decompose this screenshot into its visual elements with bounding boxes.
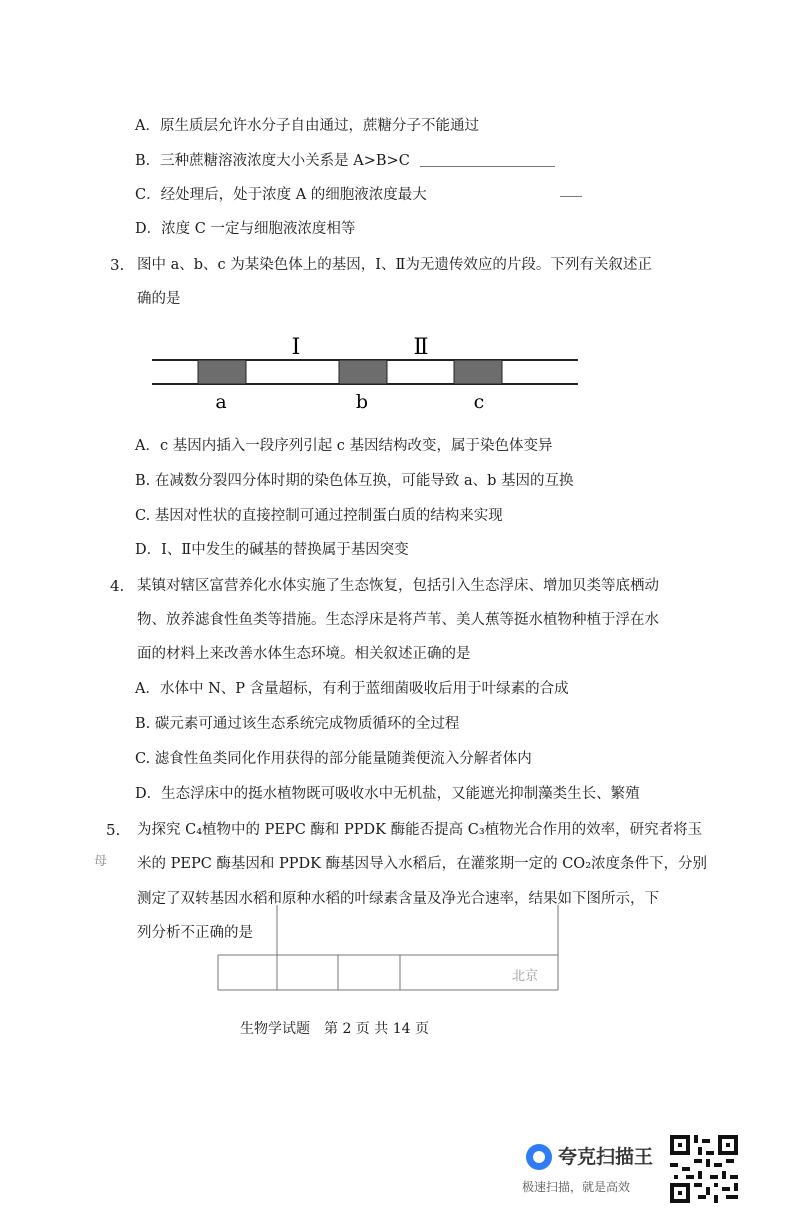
q4-stem-line-3: 面的材料上来改善水体生态环境。相关叙述正确的是 <box>137 646 471 662</box>
gene-label-c: c <box>473 391 485 413</box>
q4-number: 4. <box>110 577 125 595</box>
q5-stem-line-2: 米的 PEPC 酶基因和 PPDK 酶基因导入水稻后，在灌浆期一定的 CO₂浓度条件下，分别 <box>137 856 708 872</box>
q3-number: 3. <box>110 256 125 274</box>
q5-stem-line-4: 列分析不正确的是 <box>137 925 253 941</box>
segment-label-1: Ⅰ <box>291 335 301 360</box>
q4-stem-line-2: 物、放养滤食性鱼类等措施。生态浮床是将芦苇、美人蕉等挺水植物种植于浮在水 <box>137 612 659 628</box>
q2-option-d: D．浓度 C 一定与细胞液浓度相等 <box>135 221 356 237</box>
q4-option-b: B. 碳元素可通过该生态系统完成物质循环的全过程 <box>135 716 460 732</box>
q3-option-c: C. 基因对性状的直接控制可通过控制蛋白质的结构来实现 <box>135 508 503 524</box>
gene-label-a: a <box>215 391 227 413</box>
scanner-watermark <box>520 1138 660 1198</box>
q5-stem-line-3: 测定了双转基因水稻和原种水稻的叶绿素含量及净光合速率，结果如下图所示，下 <box>137 891 659 907</box>
page-footer: 生物学试题 第 2 页 共 14 页 <box>240 1021 429 1037</box>
q5-number: 5. <box>106 821 121 839</box>
q2-option-c: C．经处理后，处于浓度 A 的细胞液浓度最大 <box>135 187 427 203</box>
qr-code-icon <box>670 1135 738 1203</box>
q3-option-d: D．Ⅰ、Ⅱ中发生的碱基的替换属于基因突变 <box>135 542 409 558</box>
scanner-slogan: 极速扫描，就是高效 <box>522 1180 631 1194</box>
scanner-brand-name: 夸克扫描王 <box>558 1146 654 1168</box>
q5-stem-line-1: 为探究 C₄植物中的 PEPC 酶和 PPDK 酶能否提高 C₃植物光合作用的效率，研究者将玉 <box>137 822 703 838</box>
q4-option-a: A．水体中 N、P 含量超标，有利于蓝细菌吸收后用于叶绿素的合成 <box>135 681 569 697</box>
q4-stem-line-1: 某镇对辖区富营养化水体实施了生态恢复，包括引入生态浮床、增加贝类等底栖动 <box>137 578 659 594</box>
q4-option-d: D．生态浮床中的挺水植物既可吸收水中无机盐，又能遮光抑制藻类生长、繁殖 <box>135 786 640 802</box>
q3-option-a: A．c 基因内插入一段序列引起 c 基因结构改变，属于染色体变异 <box>135 438 553 454</box>
segment-label-2: Ⅱ <box>413 335 429 360</box>
q2-option-b: B．三种蔗糖溶液浓度大小关系是 A>B>C <box>135 153 410 169</box>
gene-label-b: b <box>355 391 369 413</box>
q3-option-b: B. 在减数分裂四分体时期的染色体互换，可能导致 a、b 基因的互换 <box>135 473 574 489</box>
q4-option-c: C. 滤食性鱼类同化作用获得的部分能量随粪便流入分解者体内 <box>135 751 532 767</box>
q3-stem-line-1: 图中 a、b、c 为某染色体上的基因，Ⅰ、Ⅱ为无遗传效应的片段。下列有关叙述正 <box>137 257 652 273</box>
q3-stem-line-2: 确的是 <box>137 291 181 307</box>
scanner-logo-icon <box>524 1142 554 1172</box>
table-faint-text: 北京 <box>512 969 539 984</box>
q2-option-a: A．原生质层允许水分子自由通过，蔗糖分子不能通过 <box>135 118 479 134</box>
margin-handwriting: 母 <box>94 854 108 869</box>
